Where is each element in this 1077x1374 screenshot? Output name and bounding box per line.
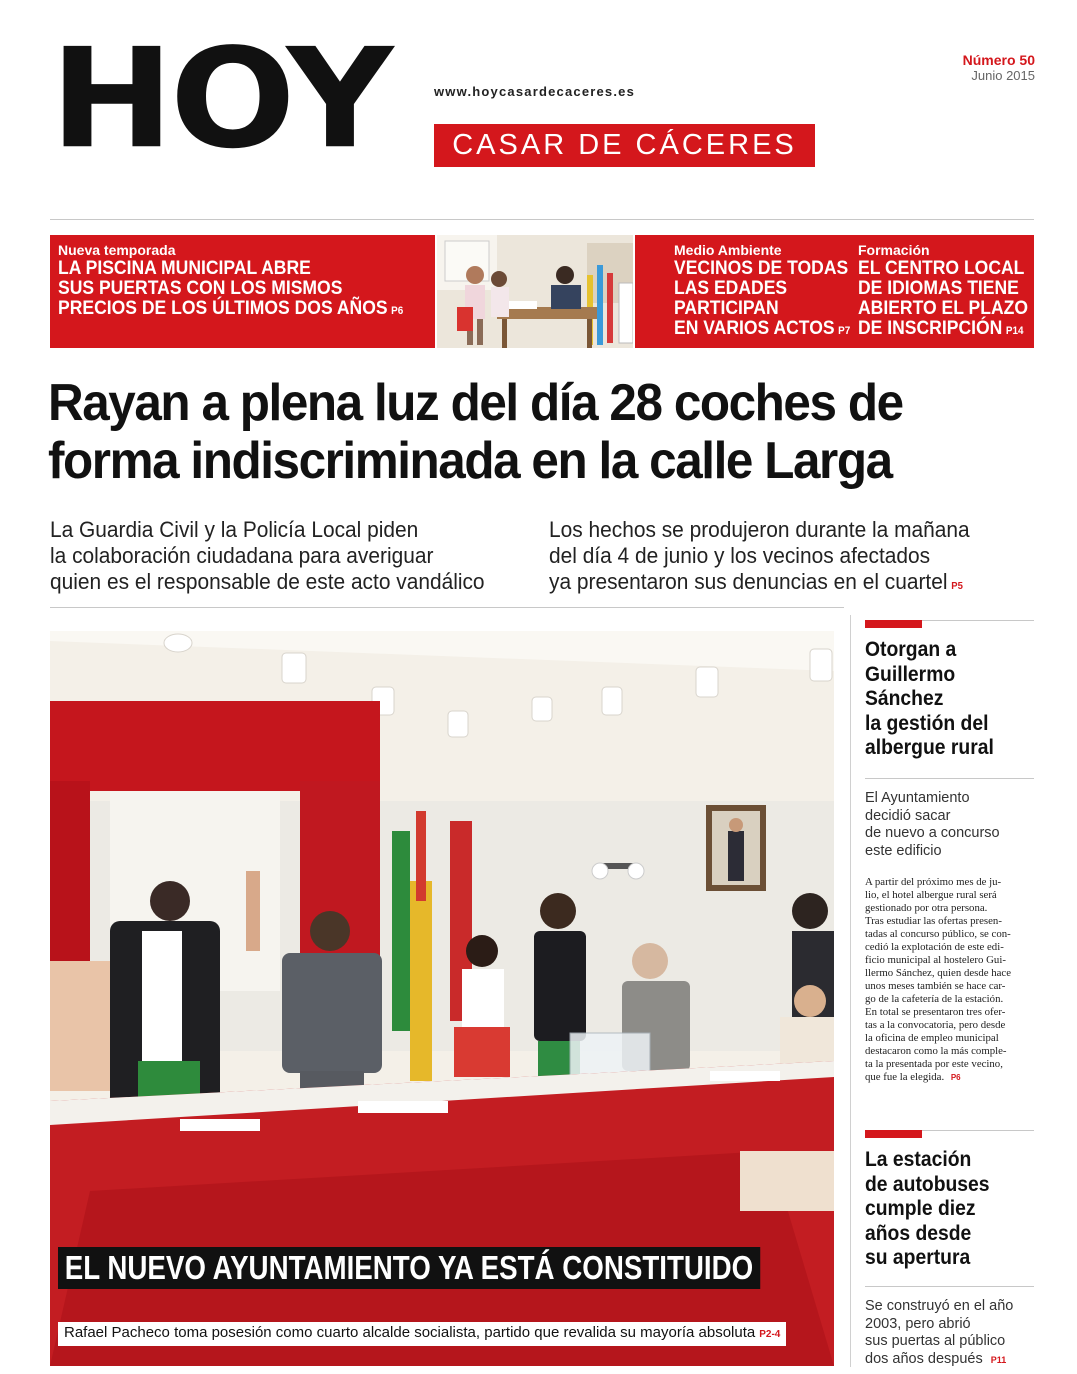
- promo-headline: LA PISCINA MUNICIPAL ABRE SUS PUERTAS CON LOS MISMOS PRECIOS DE LOS ÚLTIMOS DOS AÑOS P6: [58, 257, 404, 319]
- issue-date: Junio 2015: [971, 68, 1035, 83]
- sidebar-rule: [865, 1286, 1034, 1287]
- sidebar-story-2-deck: Se construyó en el año 2003, pero abrió sus puertas al público dos años después P11: [865, 1298, 1014, 1367]
- photo-headline: EL NUEVO AYUNTAMIENTO YA ESTÁ CONSTITUIDO: [58, 1247, 760, 1289]
- top-divider: [50, 219, 1034, 220]
- page-ref: P5: [951, 581, 963, 592]
- promo-banner: [50, 235, 1034, 348]
- sidebar-rule: [865, 778, 1034, 779]
- sidebar-divider: [850, 615, 851, 1367]
- page-ref: P6: [391, 305, 404, 317]
- sidebar-tag: [865, 620, 922, 628]
- issue-number: Número 50: [962, 52, 1035, 68]
- website-url: www.hoycasardecaceres.es: [434, 84, 636, 99]
- sidebar-story-1-body: A partir del próximo mes de ju- lio, el hotel albergue rural será gestionado por otra persona. Tras estudiar las ofertas presen- tadas al concurso público, se con- cedió la explotación de este edi- ficio municipal al hostelero Gui- llermo Sánchez, quien desde hace unos meses también se hace car- go de la cafetería de la estación. En total se presentaron tres ofer- tas a la convocatoria, pero desde la oficina de empleo municipal destacaron como la más comple- ta la presentada por este vecino, que fue la elegida. P6: [865, 876, 1011, 1083]
- page-ref: P7: [838, 325, 851, 337]
- lead-deck-left: La Guardia Civil y la Policía Local piden la colaboración ciudadana para averiguar quien es el responsable de este acto vandálico: [50, 517, 485, 594]
- promo-headline: VECINOS DE TODAS LAS EDADES PARTICIPAN EN VARIOS ACTOS P7: [674, 257, 851, 339]
- issue-info: [963, 52, 1035, 84]
- promo-environment: [674, 242, 849, 341]
- page-ref: P2-4: [759, 1329, 781, 1340]
- lead-deck-right: Los hechos se produjeron durante la mañana del día 4 de junio y los vecinos afectados ya presentaron sus denuncias en el cuartel P5: [549, 517, 970, 594]
- sidebar-story-1-headline: Otorgan a Guillermo Sánchez la gestión del albergue rural: [865, 638, 994, 759]
- main-photo: [50, 631, 834, 1366]
- page-ref: P11: [990, 1354, 1007, 1365]
- promo-kicker: Formación: [858, 242, 930, 258]
- lead-headline: Rayan a plena luz del día 28 coches de forma indiscriminada en la calle Larga: [48, 374, 903, 490]
- page-ref: P6: [950, 1073, 961, 1082]
- lead-divider: [50, 607, 844, 608]
- sidebar-story-1-deck: El Ayuntamiento decidió sacar de nuevo a concurso este edificio: [865, 790, 1000, 859]
- photo-caption: Rafael Pacheco toma posesión como cuarto alcalde socialista, partido que revalida su mayoría absoluta P2-4: [58, 1322, 786, 1346]
- promo-kicker: Medio Ambiente: [674, 242, 782, 258]
- promo-headline: EL CENTRO LOCAL DE IDIOMAS TIENE ABIERTO EL PLAZO DE INSCRIPCIÓN P14: [858, 257, 1029, 339]
- promo-kicker: Nueva temporada: [58, 242, 176, 258]
- sidebar-tag: [865, 1130, 922, 1138]
- promo-pool: [58, 242, 438, 321]
- masthead-logo: HOY: [50, 18, 390, 179]
- promo-photo-illustration: [437, 235, 635, 348]
- sidebar-story-2-headline: La estación de autobuses cumple diez años desde su apertura: [865, 1148, 990, 1269]
- promo-photo: [435, 235, 635, 348]
- page-ref: P14: [1005, 325, 1024, 337]
- promo-language-centre: [858, 242, 1033, 341]
- edition-label: CASAR DE CÁCERES: [434, 124, 815, 167]
